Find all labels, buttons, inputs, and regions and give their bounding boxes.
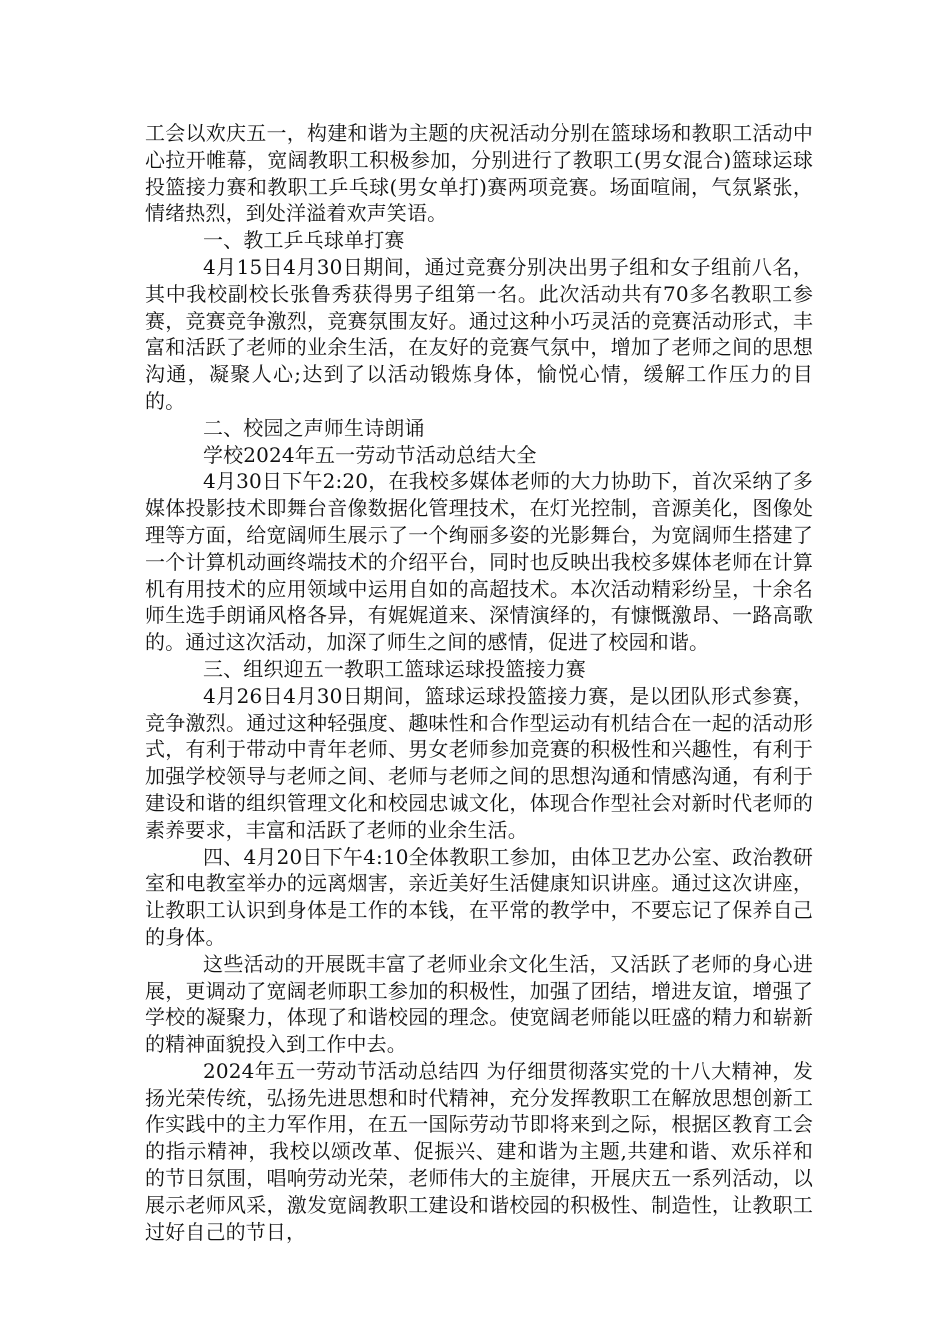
section-heading-2: 二、校园之声师生诗朗诵 <box>203 415 425 440</box>
document-subtitle: 学校2024年五一劳动节活动总结大全 <box>203 442 537 467</box>
paragraph-health-lecture: 四、4月20日下午4:10全体教职工参加，由体卫艺办公室、政治教研室和电教室举办的远离烟害，亲近美好生活健康知识讲座。通过这次讲座，让教职工认识到身体是工作的本钱，在平常的教学中，不要忘记了保养自己的身体。 <box>145 844 813 949</box>
paragraph-basketball-relay: 4月26日4月30日期间，篮球运球投篮接力赛，是以团队形式参赛，竞争激烈。通过这种轻强度、趣味性和合作型运动有机结合在一起的活动形式，有利于带动中青年老师、男女老师参加竞赛的积极性和兴趣性，有利于加强学校领导与老师之间、老师与老师之间的思想沟通和情感沟通，有利于建设和谐的组织管理文化和校园忠诚文化，体现合作型社会对新时代老师的素养要求，丰富和活跃了老师的业余生活。 <box>145 683 813 842</box>
document-body <box>145 120 813 1245</box>
paragraph-poetry-reading: 4月30日下午2:20，在我校多媒体老师的大力协助下，首次采纳了多媒体投影技术即舞台音像数据化管理技术，在灯光控制，音源美化，图像处理等方面，给宽阔师生展示了一个绚丽多姿的光影舞台，为宽阔师生搭建了一个计算机动画终端技术的介绍平台，同时也反映出我校多媒体老师在计算机有用技术的应用领域中运用自如的高超技术。本次活动精彩纷呈，十余名师生选手朗诵风格各异，有娓娓道来、深情演绎的，有慷慨激昂、一路高歌的。通过这次活动，加深了师生之间的感情，促进了校园和谐。 <box>145 469 813 655</box>
section-heading-1: 一、教工乒乓球单打赛 <box>203 228 405 253</box>
paragraph-intro: 工会以欢庆五一，构建和谐为主题的庆祝活动分别在篮球场和教职工活动中心拉开帷幕，宽阔教职工积极参加，分别进行了教职工(男女混合)篮球运球投篮接力赛和教职工乒乓球(男女单打)赛两项竞赛。场面喧闹，气氛紧张，情绪热烈，到处洋溢着欢声笑语。 <box>145 121 813 226</box>
paragraph-summary-four: 2024年五一劳动节活动总结四 为仔细贯彻落实党的十八大精神，发扬光荣传统，弘扬先进思想和时代精神，充分发挥教职工在解放思想创新工作实践中的主力军作用，在五一国际劳动节即将来到之际，根据区教育工会的指示精神，我校以颂改革、促振兴、建和谐为主题,共建和谐、欢乐祥和的节日氛围，唱响劳动光荣，老师伟大的主旋律，开展庆五一系列活动，以展示老师风采，激发宽阔教职工建设和谐校园的积极性、制造性，让教职工过好自己的节日， <box>145 1058 813 1244</box>
section-heading-3: 三、组织迎五一教职工篮球运球投篮接力赛 <box>203 656 586 681</box>
paragraph-summary: 这些活动的开展既丰富了老师业余文化生活，又活跃了老师的身心进展，更调动了宽阔老师职工参加的积极性，加强了团结，增进友谊，增强了学校的凝聚力，体现了和谐校园的理念。使宽阔老师能以旺盛的精力和崭新的精神面貌投入到工作中去。 <box>145 951 813 1057</box>
paragraph-table-tennis: 4月15日4月30日期间，通过竞赛分别决出男子组和女子组前八名，其中我校副校长张鲁秀获得男子组第一名。此次活动共有70多名教职工参赛，竞赛竞争激烈，竞赛氛围友好。通过这种小巧灵活的竞赛活动形式，丰富和活跃了老师的业余生活，在友好的竞赛气氛中，增加了老师之间的思想沟通，凝聚人心;达到了以活动锻炼身体，愉悦心情，缓解工作压力的目的。 <box>145 254 813 413</box>
